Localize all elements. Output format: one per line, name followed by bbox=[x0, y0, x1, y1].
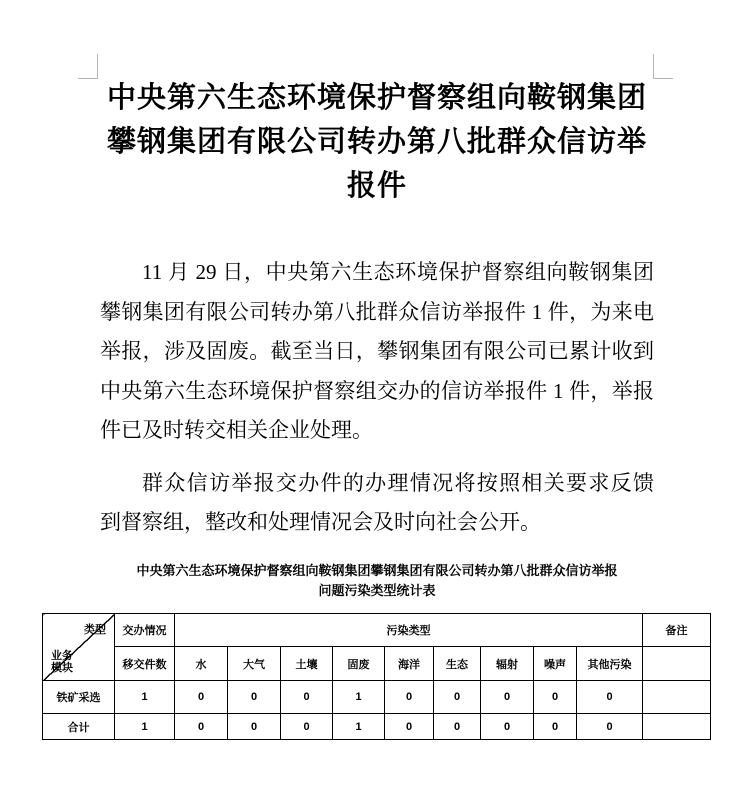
body-line: 件已及时转交相关企业处理。 bbox=[100, 418, 373, 442]
body-line: 群众信访举报交办件的办理情况将按照相关要求反馈 bbox=[142, 470, 654, 495]
column-header-solid-waste: 固废 bbox=[333, 647, 385, 681]
body-line: 攀钢集团有限公司转办第八批群众信访举报件 1 件，为来电 bbox=[100, 299, 654, 324]
document-title bbox=[100, 76, 654, 208]
table-corner-cell bbox=[43, 614, 115, 681]
row-label-total: 合计 bbox=[43, 714, 115, 740]
data-cell: 0 bbox=[175, 714, 228, 740]
data-cell: 0 bbox=[577, 714, 643, 740]
data-cell: 0 bbox=[281, 681, 333, 714]
data-cell: 0 bbox=[434, 681, 481, 714]
pollution-stats-table bbox=[42, 613, 711, 740]
data-cell: 0 bbox=[434, 714, 481, 740]
data-cell: 0 bbox=[577, 681, 643, 714]
page-corner-mark-top-right bbox=[653, 54, 673, 79]
transfer-status-header: 交办情况 bbox=[115, 614, 175, 647]
remark-sub-cell bbox=[643, 647, 711, 681]
paragraph-2 bbox=[100, 464, 654, 543]
remark-header: 备注 bbox=[643, 614, 711, 647]
data-cell-transfer-count: 1 bbox=[115, 714, 175, 740]
remark-cell bbox=[643, 681, 711, 714]
body-line: 到督察组，整改和处理情况会及时向社会公开。 bbox=[100, 510, 541, 534]
document-body bbox=[100, 253, 654, 543]
data-cell: 0 bbox=[534, 681, 577, 714]
body-line: 举报，涉及固废。截至当日，攀钢集团有限公司已累计收到 bbox=[100, 339, 654, 363]
remark-cell bbox=[643, 714, 711, 740]
body-line: 中央第六生态环境保护督察组交办的信访举报件 1 件，举报 bbox=[100, 378, 654, 403]
corner-label-module: 模块 bbox=[51, 662, 73, 674]
corner-label-business: 业务 bbox=[51, 650, 73, 662]
pollution-type-header: 污染类型 bbox=[175, 614, 643, 647]
column-header-soil: 土壤 bbox=[281, 647, 333, 681]
corner-label-type: 类型 bbox=[84, 624, 106, 636]
data-cell: 0 bbox=[385, 714, 434, 740]
title-line-1: 中央第六生态环境保护督察组向鞍钢集团 bbox=[106, 82, 647, 114]
paragraph-1 bbox=[100, 253, 654, 451]
row-label-iron-ore-mining: 铁矿采选 bbox=[43, 681, 115, 714]
data-cell: 0 bbox=[281, 714, 333, 740]
data-cell: 0 bbox=[175, 681, 228, 714]
body-line: 11 月 29 日，中央第六生态环境保护督察组向鞍钢集团 bbox=[142, 260, 654, 284]
column-header-ecology: 生态 bbox=[434, 647, 481, 681]
data-cell-transfer-count: 1 bbox=[115, 681, 175, 714]
page-corner-mark-top-left bbox=[78, 54, 98, 79]
table-caption bbox=[0, 561, 754, 601]
column-header-radiation: 辐射 bbox=[481, 647, 534, 681]
data-cell: 0 bbox=[534, 714, 577, 740]
column-header-marine: 海洋 bbox=[385, 647, 434, 681]
data-cell: 1 bbox=[333, 681, 385, 714]
data-cell: 0 bbox=[481, 681, 534, 714]
column-header-noise: 噪声 bbox=[534, 647, 577, 681]
title-line-2: 攀钢集团有限公司转办第八批群众信访举 bbox=[106, 126, 647, 158]
column-header-other-pollution: 其他污染 bbox=[577, 647, 643, 681]
data-cell: 0 bbox=[228, 681, 281, 714]
transfer-count-header: 移交件数 bbox=[115, 647, 175, 681]
corner-label-business-module bbox=[51, 650, 73, 674]
column-header-air: 大气 bbox=[228, 647, 281, 681]
table-caption-line-2: 问题污染类型统计表 bbox=[318, 583, 436, 598]
data-cell: 0 bbox=[228, 714, 281, 740]
data-cell: 0 bbox=[385, 681, 434, 714]
title-line-3: 报件 bbox=[346, 170, 407, 202]
table-caption-line-1: 中央第六生态环境保护督察组向鞍钢集团攀钢集团有限公司转办第八批群众信访举报 bbox=[136, 563, 618, 578]
data-cell: 1 bbox=[333, 714, 385, 740]
data-cell: 0 bbox=[481, 714, 534, 740]
column-header-water: 水 bbox=[175, 647, 228, 681]
